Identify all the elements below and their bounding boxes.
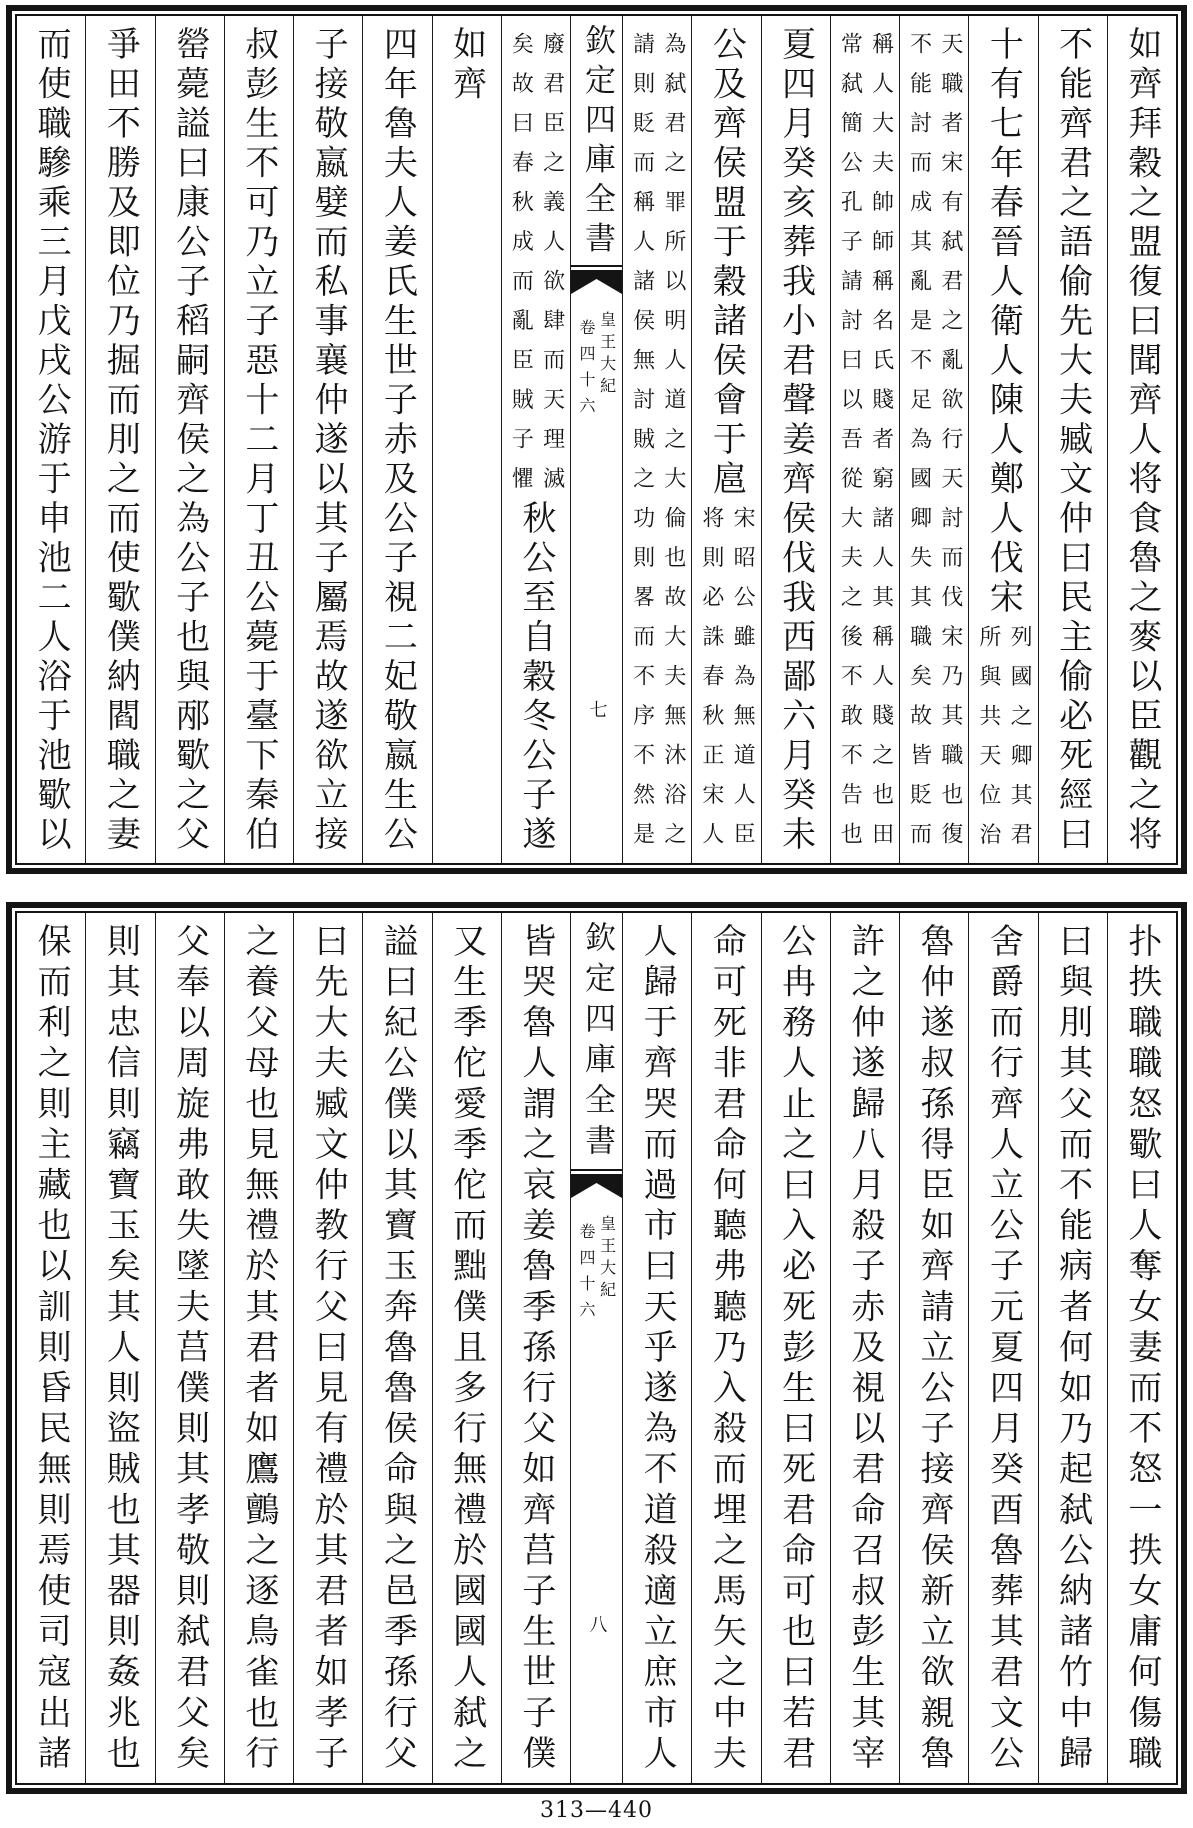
main-text: 又生季佗愛季佗而黜僕且多行無禮於國國人弑之	[446, 923, 487, 1776]
text-column	[86, 16, 155, 863]
text-column	[156, 913, 225, 1783]
text-column	[762, 913, 831, 1783]
main-text: 父奉以周旋弗敢失墜夫莒僕則其孝敬則弑君父矣	[169, 923, 210, 1776]
center-column	[571, 913, 623, 1783]
center-book-info	[577, 1215, 615, 1327]
lower-page-panel	[6, 902, 1187, 1794]
text-column	[1108, 913, 1176, 1783]
double-line-note	[976, 625, 1031, 862]
text-column	[502, 16, 571, 863]
text-column	[294, 16, 363, 863]
text-column	[1039, 16, 1108, 863]
main-text: 子接敬嬴嬖而私事襄仲遂以其子屬焉故遂欲立接	[308, 26, 349, 856]
text-column	[17, 16, 86, 863]
note-line-left: 将則必誅春秋正宋人	[698, 506, 724, 862]
note-line-right: 天職者宋有弑君之亂欲行天討而伐宋乃其職也復	[937, 32, 963, 862]
text-column	[900, 16, 969, 863]
text-column	[17, 913, 86, 1783]
main-text: 魯仲遂叔孫得臣如齊請立公子接齊侯新立欲親魯	[914, 923, 955, 1776]
note-line-left: 所與共天位治	[975, 624, 1001, 862]
note-line-right: 廢君臣之義人欲肆而天理滅	[539, 32, 565, 506]
double-line-note	[699, 506, 754, 862]
main-text: 秋公至自穀冬公子遂	[515, 500, 556, 856]
text-column	[225, 913, 294, 1783]
text-column	[363, 913, 432, 1783]
main-text: 夏四月癸亥葬我小君聲姜齊侯伐我西鄙六月癸未	[775, 26, 816, 856]
text-column	[1108, 16, 1176, 863]
text-column	[762, 16, 831, 863]
main-text: 公冉務人止之曰入必死彭生曰死君命可也曰若君	[775, 923, 816, 1776]
center-book-info	[577, 311, 615, 423]
book-title: 皇王大紀	[597, 311, 617, 399]
double-line-note	[837, 32, 892, 862]
main-text: 四年魯夫人姜氏生世子赤及公子視二妃敬嬴生公	[377, 26, 418, 856]
double-line-note	[629, 32, 684, 862]
main-text: 罃薨謚曰康公子稻嗣齊侯之為公子也與邴歜之父	[169, 26, 210, 856]
main-text: 保而利之則主藏也以訓則昏民無則焉使司寇出諸	[31, 923, 72, 1776]
main-text: 謚曰紀公僕以其寶玉奔魯魯侯命與之邑季孫行父	[377, 923, 418, 1776]
main-text: 之養父母也見無禮於其君者如鷹鸇之逐鳥雀也行	[238, 923, 279, 1776]
note-line-right: 列國之卿其君	[1007, 624, 1033, 862]
book-title: 皇王大紀	[597, 1214, 617, 1303]
note-line-right: 稱人大夫帥師稱名氏賤者窮諸人其稱人賤之也田	[868, 32, 894, 862]
center-column	[571, 16, 623, 863]
text-column	[969, 16, 1038, 863]
note-line-left: 矣故曰春秋成而亂臣賊子懼	[508, 32, 534, 506]
text-column	[294, 913, 363, 1783]
text-column	[225, 16, 294, 863]
main-text: 人歸于齊哭而過市曰天乎遂為不道殺適立庶市人	[637, 923, 678, 1776]
text-column	[969, 913, 1038, 1783]
main-text: 舍爵而行齊人立公子元夏四月癸酉魯葬其君文公	[983, 923, 1024, 1776]
volume-number: 卷四十六	[577, 319, 596, 423]
fish-tail-ornament	[571, 265, 622, 299]
text-column	[86, 913, 155, 1783]
main-text: 曰與刖其父而不能病者何如乃起弑公納諸竹中歸	[1052, 923, 1093, 1776]
main-text: 許之仲遂歸八月殺子赤及視以君命召叔彭生其宰	[844, 923, 885, 1776]
upper-page-panel	[6, 5, 1187, 874]
main-text: 如齊拜穀之盟復曰聞齊人将食魯之麥以臣觀之将	[1121, 26, 1162, 856]
note-line-right: 為弑君之罪所以明人道之大倫也故大夫無沐浴之	[660, 32, 686, 862]
main-text: 曰先大夫臧文仲教行父曰見有禮於其君者如孝子	[308, 923, 349, 1776]
note-line-right: 宋昭公雖為無道人臣	[730, 506, 756, 862]
footer-page-range: 313—440	[540, 1798, 653, 1823]
text-column	[623, 913, 692, 1783]
main-text: 不能齊君之語偷先大夫臧文仲曰民主偷必死經曰	[1052, 26, 1093, 856]
text-column	[831, 16, 900, 863]
main-text: 十有七年春晉人衛人陳人鄭人伐宋	[983, 26, 1024, 619]
text-column	[502, 913, 571, 1783]
page-number: 七	[586, 699, 608, 718]
text-column	[363, 16, 432, 863]
note-line-left: 不能討而成其亂是不足為國卿失其職矣故皆貶而	[906, 32, 932, 862]
double-line-note	[508, 32, 563, 506]
main-text: 爭田不勝及即位乃掘而刖之而使歜僕納閻職之妻	[100, 26, 141, 856]
inner-frame	[15, 911, 1178, 1785]
text-column	[156, 16, 225, 863]
text-column	[831, 913, 900, 1783]
text-column	[692, 913, 761, 1783]
main-text: 如齊	[446, 26, 487, 105]
page-number: 八	[586, 1615, 608, 1634]
text-column	[433, 16, 502, 863]
main-text: 扑抶職職怒歜曰人奪女妻而不怒一抶女庸何傷職	[1121, 923, 1162, 1776]
main-text: 而使職驂乘三月戊戌公游于申池二人浴于池歜以	[31, 26, 72, 856]
text-column	[1039, 913, 1108, 1783]
main-text: 皆哭魯人謂之哀姜魯季孫行父如齊莒子生世子僕	[515, 923, 556, 1776]
center-title: 欽定四庫全書	[579, 24, 615, 261]
main-text: 則其忠信則竊寶玉矣其人則盜賊也其器則姦兆也	[100, 923, 141, 1776]
note-line-left: 常弑簡公孔子請討曰以吾從大夫之後不敢不告也	[837, 32, 863, 862]
text-column	[433, 913, 502, 1783]
main-text: 命可死非君命何聽弗聽乃入殺而埋之馬矢之中夫	[706, 923, 747, 1776]
text-column	[900, 913, 969, 1783]
inner-frame	[15, 14, 1178, 865]
main-text: 叔彭生不可乃立子惡十二月丁丑公薨于臺下秦伯	[238, 26, 279, 856]
text-column	[692, 16, 761, 863]
note-line-left: 請則貶而稱人諸侯無討賊之功則畧而不序不然是	[629, 32, 655, 862]
fish-tail-ornament	[571, 1169, 622, 1203]
main-text: 公及齊侯盟于穀諸侯會于扈	[706, 26, 747, 500]
volume-number: 卷四十六	[577, 1222, 596, 1327]
double-line-note	[906, 32, 961, 862]
center-title: 欽定四庫全書	[579, 921, 615, 1165]
text-column	[623, 16, 692, 863]
